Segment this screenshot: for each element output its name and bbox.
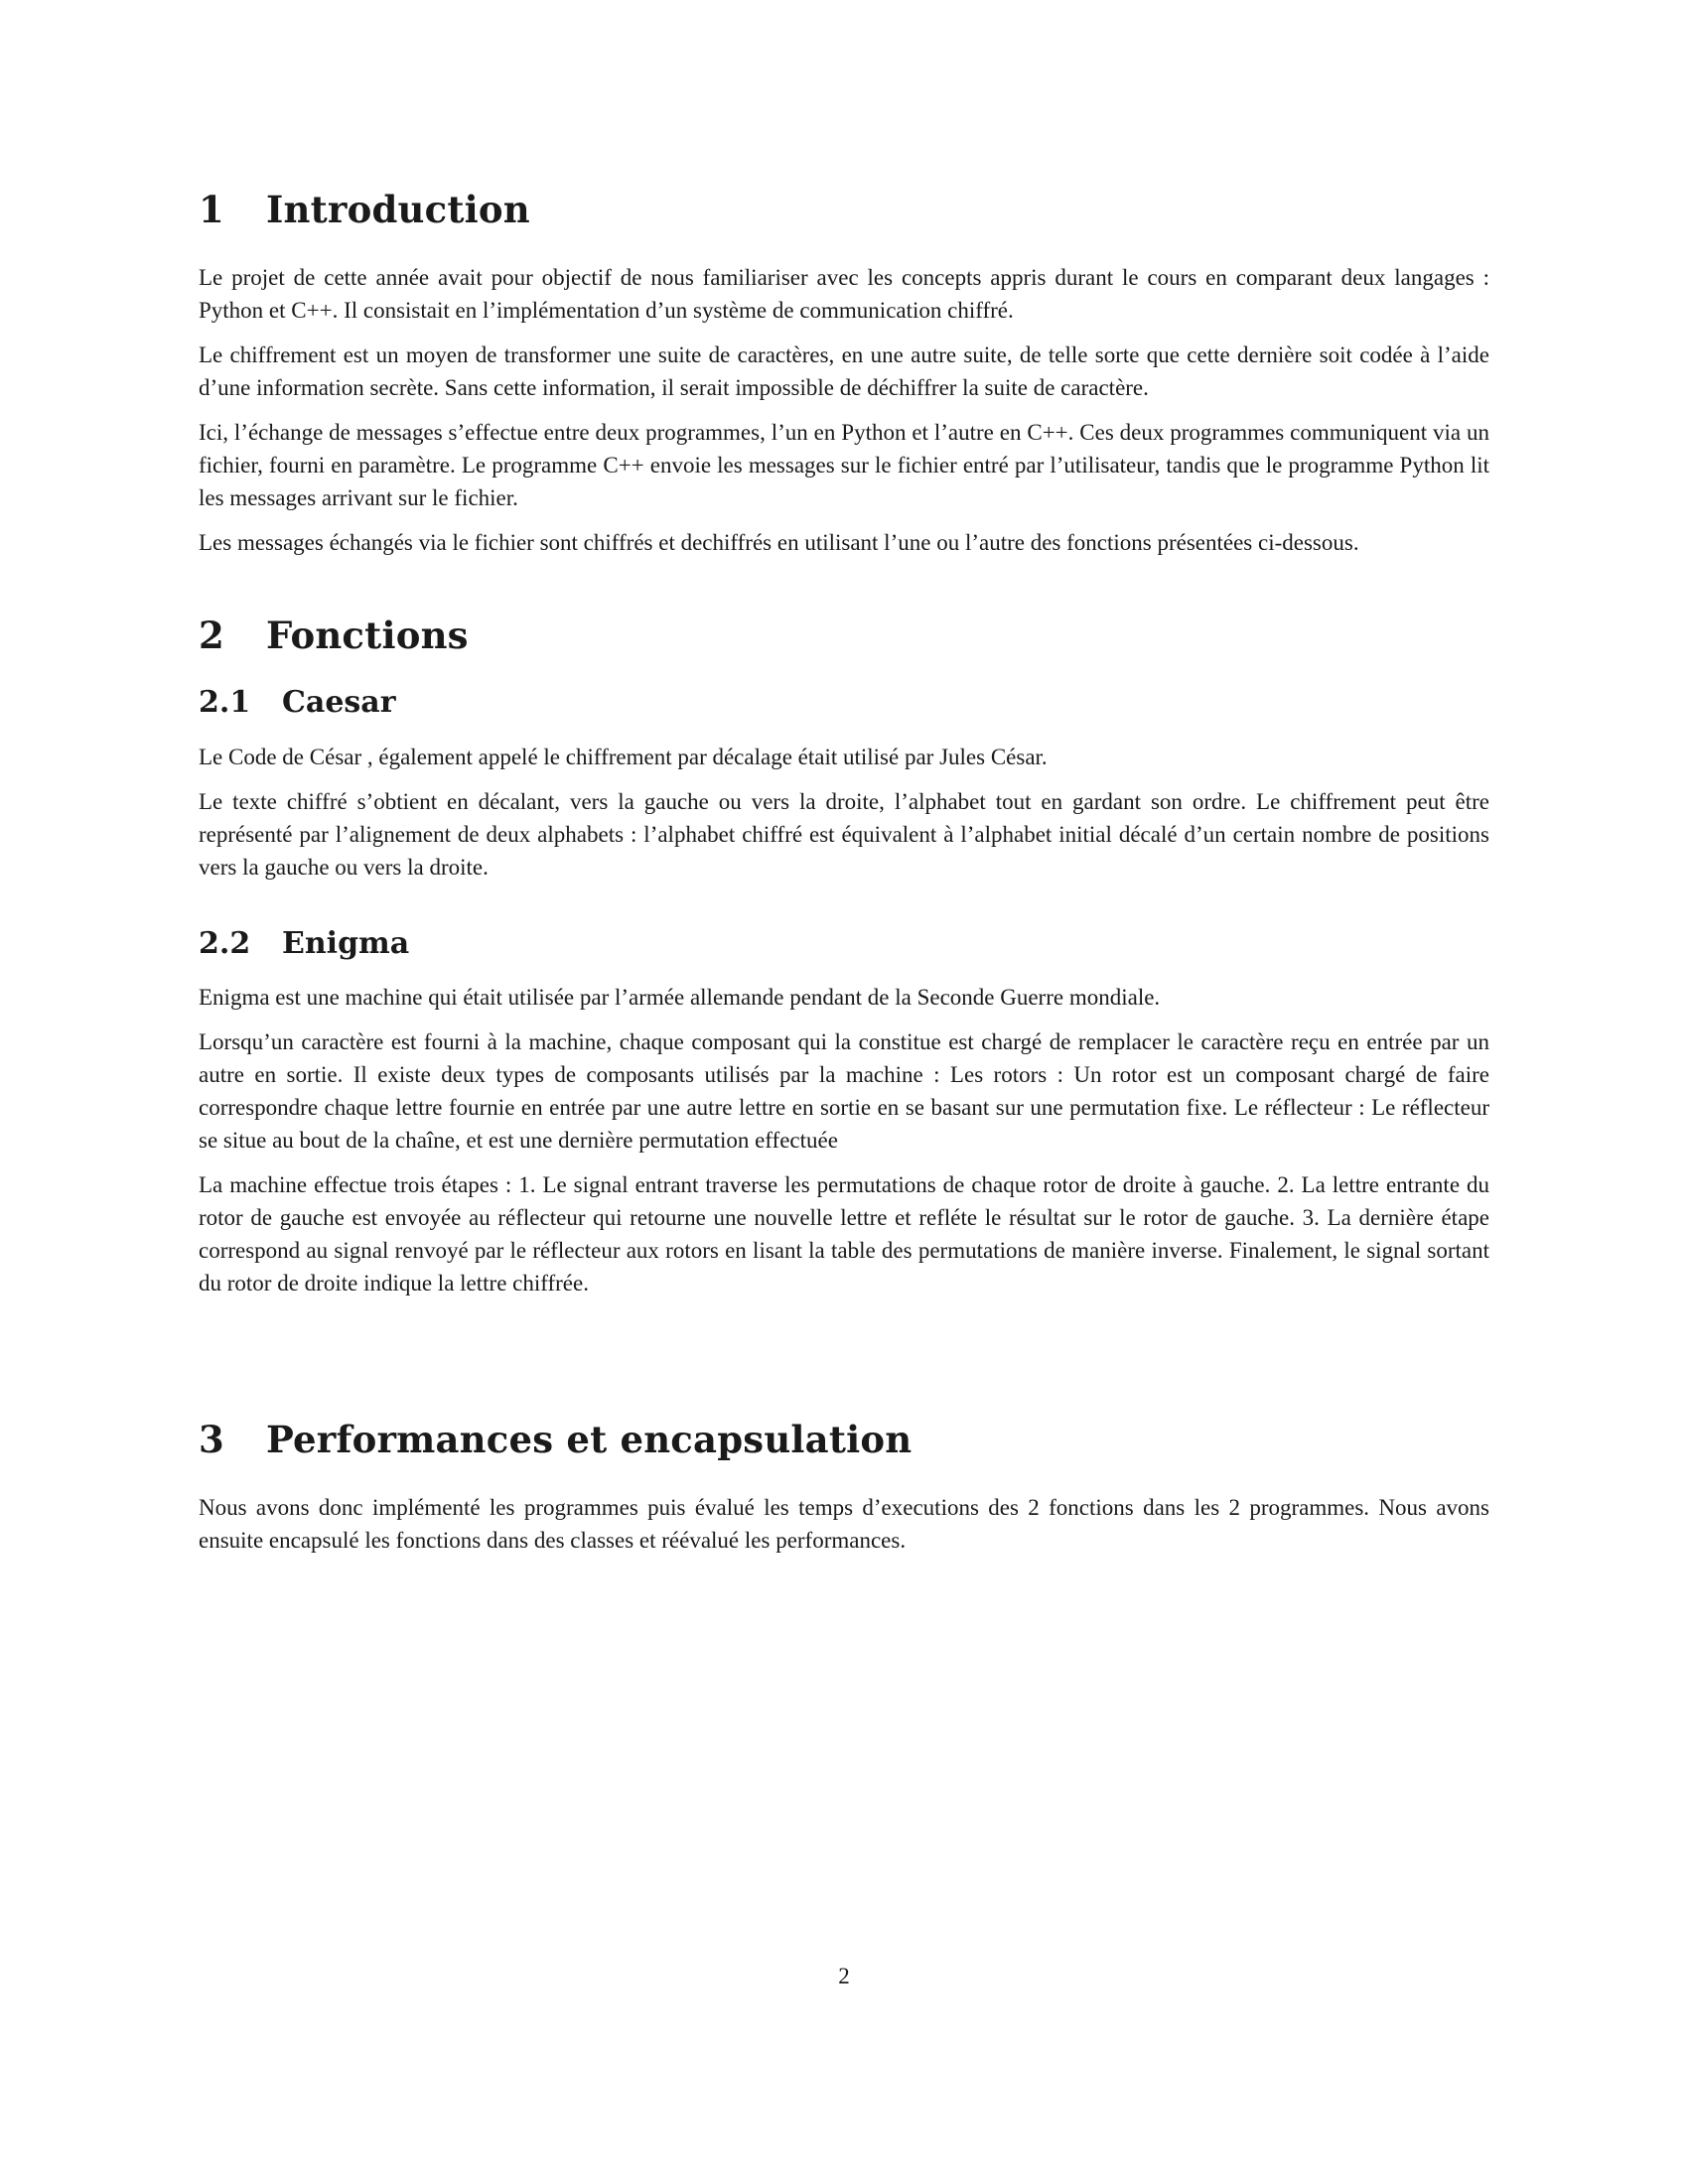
section-number: 2 xyxy=(199,613,224,657)
paragraph: Les messages échangés via le fichier sont chiffrés et dechiffrés en utilisant l’une ou l’autre des fonctions présentées ci-dessous. xyxy=(199,529,1359,555)
subsection-caesar xyxy=(199,686,1489,884)
paragraph: La machine effectue trois étapes : 1. Le signal entrant traverse les permutations de chaque rotor de droite à gauche. 2. La lettre entrante du rotor de gauche est envoyée au réflecteur qui retourne une nouvelle lettre et refléte le résultat sur le rotor de gauche. 3. La dernière étape correspond au signal renvoyé par le réflecteur aux rotors en lisant la table des permutations de manière inverse. Finalement, le signal sortant du rotor de droite indique la lettre chiffrée. xyxy=(199,1172,1489,1297)
subsection-heading-enigma xyxy=(199,927,1489,962)
section-fonctions xyxy=(199,614,1489,1300)
paragraph: Le texte chiffré s’obtient en décalant, vers la gauche ou vers la droite, l’alphabet tout en gardant son ordre. Le chiffrement peut être représenté par l’alignement de deux alphabets : l’alphabet chiffré est équivalent à l’alphabet initial décalé d’un certain nombre de positions vers la gauche ou vers la droite. xyxy=(199,788,1489,880)
page-body xyxy=(199,189,1489,1569)
paragraph: Lorsqu’un caractère est fourni à la machine, chaque composant qui la constitue est chargé de remplacer le caractère reçu en entrée par un autre en sortie. Il existe deux types de composants utilisés par la machine : Les rotors : Un rotor est un composant chargé de faire correspondre chaque lettre fournie en entrée par une autre lettre en sortie en se basant sur une permutation fixe. Le réflecteur : Le réflecteur se situe au bout de la chaîne, et est une dernière permutation effectuée xyxy=(199,1029,1489,1154)
section-title: Introduction xyxy=(266,188,530,231)
section-number: 3 xyxy=(199,1418,224,1462)
subsection-title: Caesar xyxy=(282,685,396,721)
page-number: 2 xyxy=(838,1964,850,1988)
subsection-number: 2.2 xyxy=(199,925,251,961)
section-heading-performances xyxy=(199,1419,1489,1461)
section-title: Fonctions xyxy=(266,613,469,657)
paragraph: Le Code de César , également appelé le chiffrement par décalage était utilisé par Jules César. xyxy=(199,744,1048,769)
section-introduction xyxy=(199,189,1489,559)
paragraph: Le projet de cette année avait pour objectif de nous familiariser avec les concepts appris durant le cours en comparant deux langages : Python et C++. Il consistait en l’implémentation d’un système de communication chiffré. xyxy=(199,264,1489,323)
section-performances xyxy=(199,1419,1489,1557)
subsection-number: 2.1 xyxy=(199,685,251,721)
paragraph: Ici, l’échange de messages s’effectue entre deux programmes, l’un en Python et l’autre en C++. Ces deux programmes communiquent via un fichier, fourni en paramètre. Le programme C++ envoie les messages sur le fichier entré par l’utilisateur, tandis que le programme Python lit les messages arrivant sur le fichier. xyxy=(199,419,1489,510)
paragraph: Le chiffrement est un moyen de transformer une suite de caractères, en une autre suite, de telle sorte que cette dernière soit codée à l’aide d’une information secrète. Sans cette information, il serait impossible de déchiffrer la suite de caractère. xyxy=(199,341,1489,400)
paragraph: Enigma est une machine qui était utilisée par l’armée allemande pendant de la Seconde Guerre mondiale. xyxy=(199,985,1161,1011)
section-heading-fonctions xyxy=(199,614,1489,657)
section-number: 1 xyxy=(199,188,224,231)
subsection-enigma xyxy=(199,927,1489,1300)
section-heading-introduction xyxy=(199,189,1489,231)
subsection-heading-caesar xyxy=(199,686,1489,721)
section-title: Performances et encapsulation xyxy=(266,1418,913,1462)
paragraph: Nous avons donc implémenté les programmes puis évalué les temps d’executions des 2 fonctions dans les 2 programmes. Nous avons ensuite encapsulé les fonctions dans des classes et réévalué les performances. xyxy=(199,1494,1489,1553)
subsection-title: Enigma xyxy=(282,925,410,961)
